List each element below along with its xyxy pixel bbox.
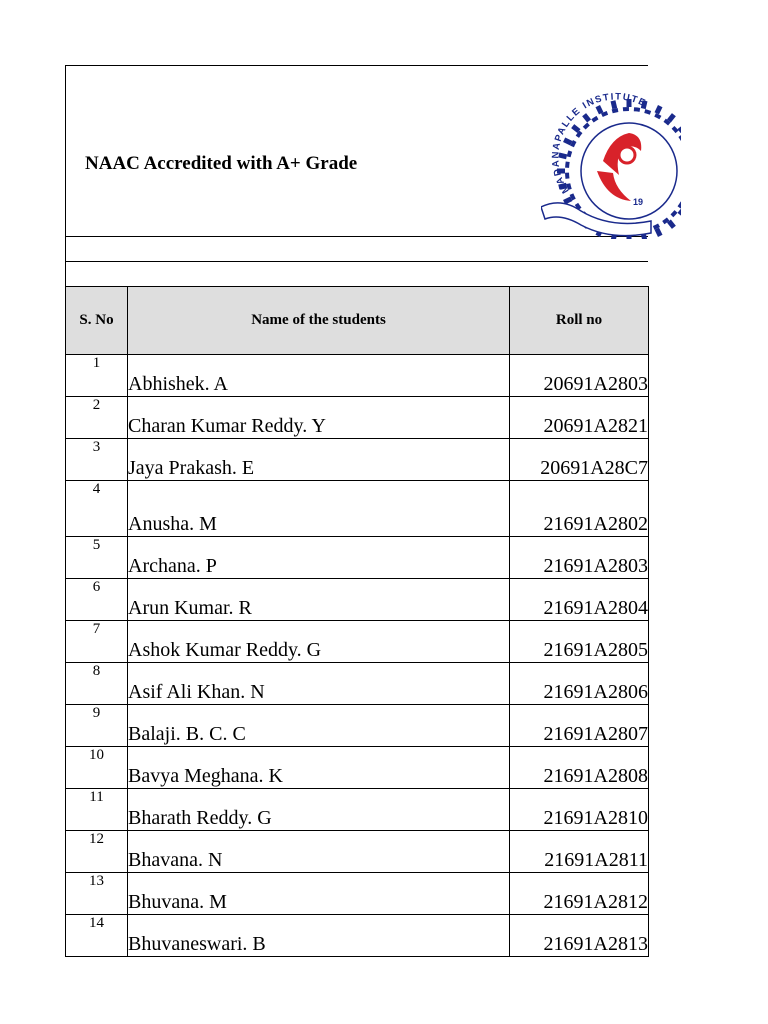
table-row bbox=[66, 789, 649, 831]
table-row bbox=[66, 915, 649, 957]
gear-tooth bbox=[669, 221, 674, 227]
roll-cell: 21691A2813 bbox=[510, 915, 649, 957]
roll-cell: 21691A2804 bbox=[510, 579, 649, 621]
name-cell: Bavya Meghana. K bbox=[128, 747, 510, 789]
sno-cell: 9 bbox=[66, 705, 128, 747]
name-cell: Arun Kumar. R bbox=[128, 579, 510, 621]
gear-tooth bbox=[584, 115, 589, 121]
roll-cell: 21691A2806 bbox=[510, 663, 649, 705]
gear-tooth bbox=[679, 211, 681, 216]
accreditation-title: NAAC Accredited with A+ Grade bbox=[85, 153, 358, 174]
table-row bbox=[66, 831, 649, 873]
roll-cell: 20691A28C7 bbox=[510, 439, 649, 481]
sno-cell: 1 bbox=[66, 355, 128, 397]
sno-cell: 8 bbox=[66, 663, 128, 705]
name-cell: Charan Kumar Reddy. Y bbox=[128, 397, 510, 439]
name-cell: Archana. P bbox=[128, 537, 510, 579]
sno-cell: 4 bbox=[66, 481, 128, 537]
students-table bbox=[65, 286, 649, 957]
table-row bbox=[66, 663, 649, 705]
table-row bbox=[66, 439, 649, 481]
name-cell: Abhishek. A bbox=[128, 355, 510, 397]
gear-tooth bbox=[564, 140, 571, 143]
gear-tooth bbox=[564, 199, 571, 202]
sno-cell: 6 bbox=[66, 579, 128, 621]
table-row bbox=[66, 747, 649, 789]
col-header-roll: Roll no bbox=[510, 287, 649, 355]
table-row bbox=[66, 397, 649, 439]
roll-cell: 21691A2812 bbox=[510, 873, 649, 915]
gear-tooth bbox=[657, 229, 660, 236]
sno-cell: 2 bbox=[66, 397, 128, 439]
blank-row-divider bbox=[65, 261, 648, 262]
table-row bbox=[66, 705, 649, 747]
sno-cell: 7 bbox=[66, 621, 128, 663]
gear-tooth bbox=[598, 106, 601, 113]
roll-cell: 21691A2805 bbox=[510, 621, 649, 663]
col-header-sno: S. No bbox=[66, 287, 128, 355]
sno-cell: 12 bbox=[66, 831, 128, 873]
table-row bbox=[66, 621, 649, 663]
sno-cell: 11 bbox=[66, 789, 128, 831]
sno-cell: 13 bbox=[66, 873, 128, 915]
roll-cell: 20691A2803 bbox=[510, 355, 649, 397]
roll-cell: 20691A2821 bbox=[510, 397, 649, 439]
gear-tooth bbox=[669, 115, 674, 121]
sno-cell: 10 bbox=[66, 747, 128, 789]
name-cell: Bhuvaneswari. B bbox=[128, 915, 510, 957]
table-row bbox=[66, 481, 649, 537]
logo-year: 19 bbox=[633, 197, 644, 207]
name-cell: Bharath Reddy. G bbox=[128, 789, 510, 831]
gear-tooth bbox=[573, 126, 579, 131]
name-cell: Bhuvana. M bbox=[128, 873, 510, 915]
table-row bbox=[66, 537, 649, 579]
logo-emblem-icon bbox=[541, 79, 681, 239]
roll-cell: 21691A2811 bbox=[510, 831, 649, 873]
col-header-name: Name of the students bbox=[128, 287, 510, 355]
sno-cell: 5 bbox=[66, 537, 128, 579]
name-cell: Balaji. B. C. C bbox=[128, 705, 510, 747]
sno-cell: 3 bbox=[66, 439, 128, 481]
logo-arc-text: MADANAPALLE INSTITUTE bbox=[550, 91, 649, 196]
name-cell: Ashok Kumar Reddy. G bbox=[128, 621, 510, 663]
table-row bbox=[66, 873, 649, 915]
roll-cell: 21691A2807 bbox=[510, 705, 649, 747]
roll-cell: 21691A2803 bbox=[510, 537, 649, 579]
roll-cell: 21691A2802 bbox=[510, 481, 649, 537]
name-cell: Jaya Prakash. E bbox=[128, 439, 510, 481]
gear-tooth bbox=[657, 106, 660, 113]
institute-logo bbox=[541, 79, 648, 239]
name-cell: Bhavana. N bbox=[128, 831, 510, 873]
gear-tooth bbox=[679, 126, 681, 131]
table-row bbox=[66, 579, 649, 621]
roll-cell: 21691A2810 bbox=[510, 789, 649, 831]
name-cell: Anusha. M bbox=[128, 481, 510, 537]
table-row bbox=[66, 355, 649, 397]
sno-cell: 14 bbox=[66, 915, 128, 957]
roll-cell: 21691A2808 bbox=[510, 747, 649, 789]
name-cell: Asif Ali Khan. N bbox=[128, 663, 510, 705]
